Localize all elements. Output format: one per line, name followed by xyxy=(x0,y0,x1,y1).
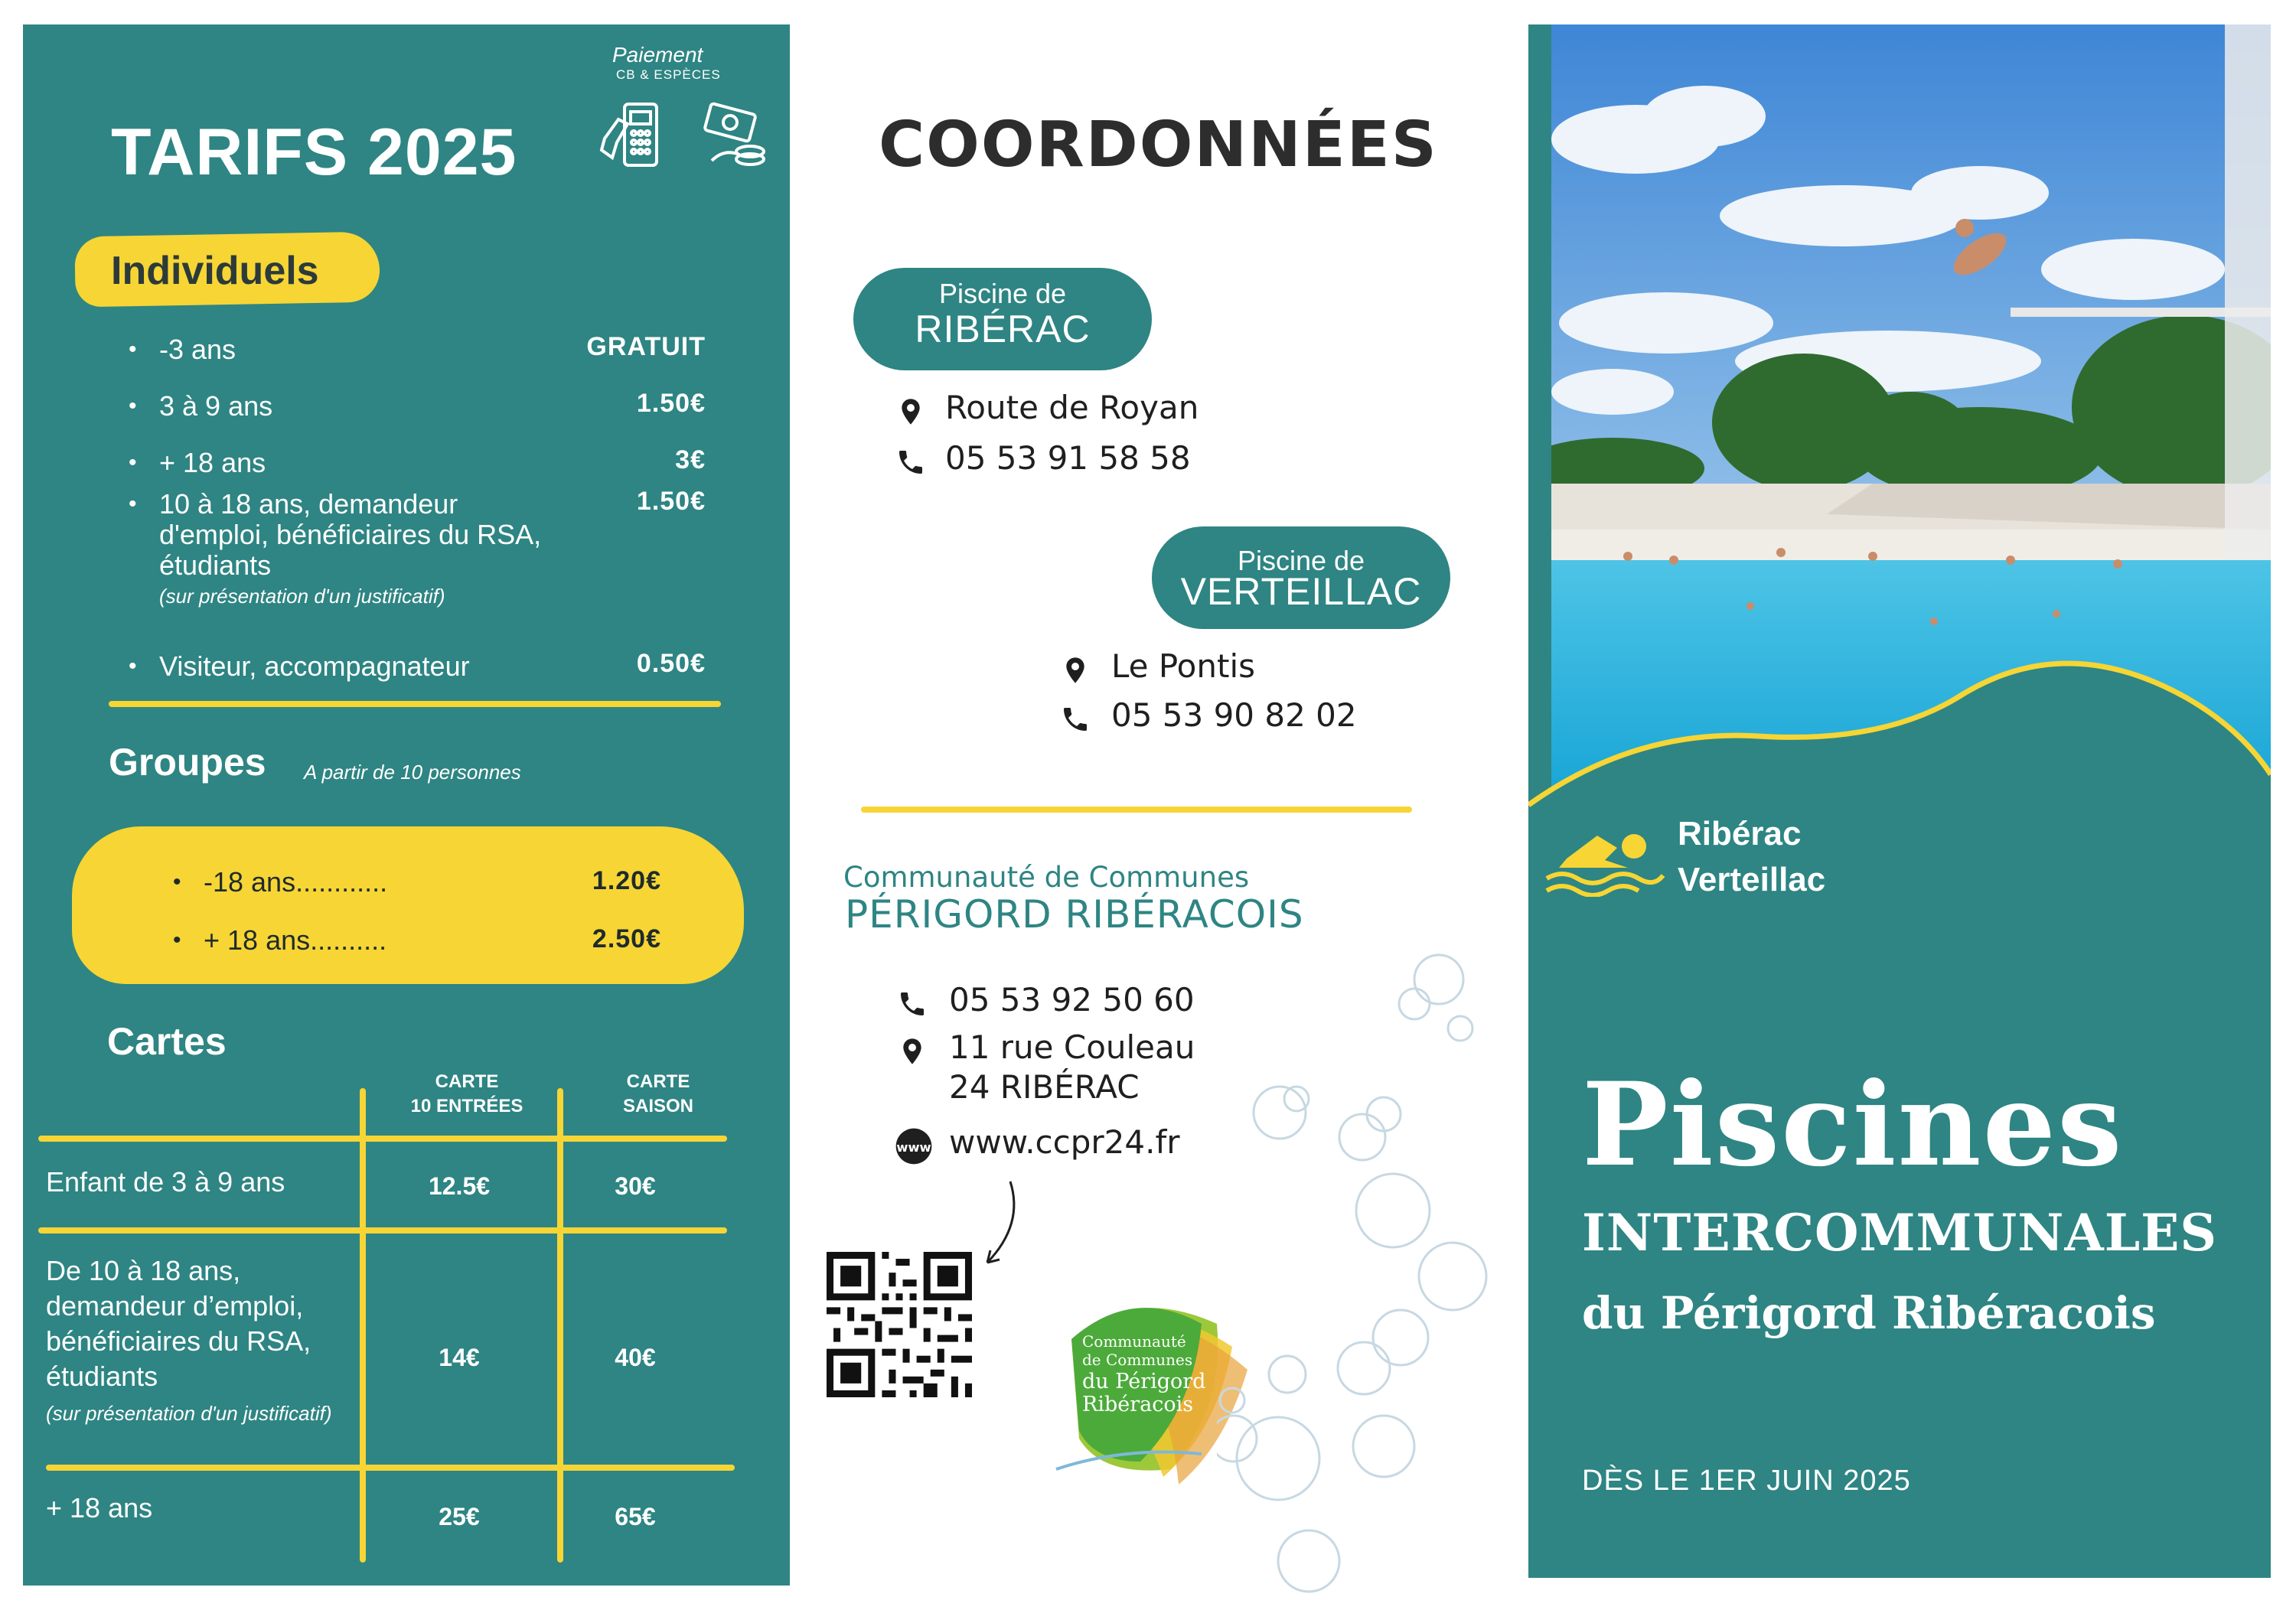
cover-title: Piscines xyxy=(1582,1058,2124,1192)
payment-methods: CB & ESPÈCES xyxy=(616,67,721,82)
riberac-phone: 05 53 91 58 58 xyxy=(945,439,1191,477)
price-item-label: -3 ans xyxy=(159,334,236,365)
svg-text:www: www xyxy=(896,1140,931,1155)
price-item-label: 10 à 18 ans, demandeur xyxy=(159,488,458,520)
price-item-label-cont: d'emploi, bénéficiaires du RSA, xyxy=(159,519,542,550)
payment-label: Paiement xyxy=(612,43,703,67)
group-item-value: 1.20€ xyxy=(592,866,661,895)
qr-code-icon[interactable] xyxy=(827,1252,972,1397)
individuels-heading: Individuels xyxy=(111,249,319,293)
groupes-subheading: A partir de 10 personnes xyxy=(304,761,521,784)
map-pin-icon xyxy=(897,1036,928,1067)
price-item-label: Visiteur, accompagnateur xyxy=(159,650,470,682)
column-header-10-entrees: CARTE 10 ENTRÉES xyxy=(410,1071,523,1116)
phone-icon xyxy=(1060,704,1091,735)
table-horizontal-line xyxy=(38,1136,727,1142)
cash-icon xyxy=(696,99,781,184)
svg-text:Ribéracois: Ribéracois xyxy=(1082,1393,1194,1416)
groupes-highlight xyxy=(72,826,744,984)
svg-text:Communauté: Communauté xyxy=(1082,1332,1186,1351)
price-item-value: 1.50€ xyxy=(636,389,706,418)
table-cell: 65€ xyxy=(615,1503,656,1530)
svg-text:du Périgord: du Périgord xyxy=(1082,1370,1206,1393)
price-item-value: GRATUIT xyxy=(586,332,706,361)
tarifs-panel: TARIFS 2025 Paiement CB & ESPÈCES Individuels • -3 ans GRATUIT • 3 à 9 ans 1.50€ • + 18 ans 3€ • 10 à 18 ans, demandeur d'emploi, bénéficiaires du RSA, étudiants (sur présentation d'un justificatif) 1.50€ • Visiteur, accompagnateur 0.50€ Groupes A partir de 10 personnes • -18 ans............ 1.20€ • + 18 ans.......... 2.50€ Cartes CARTE 10 ENTRÉES CARTE SAISON Enfant de 3 à 9 ans 12.5€ 30€ De 10 à 18 ans, demandeur d’emploi, bénéficiaires du RSA, étudiants (sur présentation d'un justificatif) 14€ 40€ + 18 ans 25€ 65€ xyxy=(23,24,790,1586)
riberac-pill: Piscine de RIBÉRAC xyxy=(853,268,1152,370)
places-list: Ribérac Verteillac xyxy=(1678,815,1826,898)
table-row-label: Enfant de 3 à 9 ans xyxy=(46,1166,285,1198)
justificatif-note: (sur présentation d'un justificatif) xyxy=(46,1402,332,1425)
table-row-label: + 18 ans xyxy=(46,1492,153,1524)
verteillac-address: Le Pontis xyxy=(1111,647,1256,685)
table-horizontal-line xyxy=(38,1227,727,1234)
group-item-label: + 18 ans.......... xyxy=(204,924,387,956)
table-cell: 25€ xyxy=(439,1503,480,1530)
tarifs-title: TARIFS 2025 xyxy=(111,116,517,189)
divider xyxy=(109,701,721,707)
verteillac-phone: 05 53 90 82 02 xyxy=(1111,696,1357,734)
divider xyxy=(861,807,1412,813)
opening-date: DÈS LE 1ER JUIN 2025 xyxy=(1582,1465,1911,1497)
verteillac-pill: Piscine de VERTEILLAC xyxy=(1152,526,1450,629)
phone-icon xyxy=(897,989,928,1019)
table-row-label: De 10 à 18 ans, demandeur d’emploi, bénéficiaires du RSA, étudiants xyxy=(46,1255,311,1392)
globe-icon xyxy=(892,1125,935,1168)
table-cell: 14€ xyxy=(439,1344,480,1371)
cc-website[interactable]: www.ccpr24.fr xyxy=(949,1123,1180,1161)
table-cell: 30€ xyxy=(615,1172,656,1200)
cartes-heading: Cartes xyxy=(107,1020,227,1063)
cover-subtitle: INTERCOMMUNALES xyxy=(1582,1203,2218,1263)
map-pin-icon xyxy=(1060,655,1091,686)
table-horizontal-line xyxy=(46,1465,735,1471)
arrow-icon xyxy=(980,1178,1026,1270)
column-header-saison: CARTE SAISON xyxy=(622,1071,693,1116)
phone-icon xyxy=(895,447,926,477)
communaute-name: PÉRIGORD RIBÉRACOIS xyxy=(845,892,1304,937)
group-item-value: 2.50€ xyxy=(592,924,661,953)
price-item-label-cont: étudiants xyxy=(159,549,272,581)
coordonnees-title: COORDONNÉES xyxy=(879,109,1438,181)
cc-address-city: 24 RIBÉRAC xyxy=(949,1068,1140,1106)
group-item-label: -18 ans............ xyxy=(204,866,388,898)
bubbles-icon xyxy=(1217,949,1508,1607)
groupes-heading: Groupes xyxy=(109,741,266,784)
justificatif-note: (sur présentation d'un justificatif) xyxy=(159,585,445,608)
table-vertical-line xyxy=(557,1088,563,1563)
price-item-label: + 18 ans xyxy=(159,447,266,478)
cc-address-street: 11 rue Couleau xyxy=(949,1028,1195,1066)
map-pin-icon xyxy=(895,396,926,427)
price-item-value: 3€ xyxy=(675,445,706,474)
swimmer-icon xyxy=(1544,820,1666,897)
price-item-label: 3 à 9 ans xyxy=(159,390,273,422)
price-item-value: 0.50€ xyxy=(636,649,706,678)
table-cell: 40€ xyxy=(615,1344,656,1371)
svg-text:de Communes: de Communes xyxy=(1082,1351,1193,1369)
cc-phone: 05 53 92 50 60 xyxy=(949,981,1195,1018)
table-cell: 12.5€ xyxy=(428,1172,491,1200)
table-vertical-line xyxy=(360,1088,366,1563)
cover-subtitle-2: du Périgord Ribéracois xyxy=(1582,1287,2156,1339)
price-item-value: 1.50€ xyxy=(636,487,706,516)
cover-panel xyxy=(1528,24,2271,1578)
riberac-address: Route de Royan xyxy=(945,389,1199,426)
communaute-label: Communauté de Communes xyxy=(843,861,1250,894)
